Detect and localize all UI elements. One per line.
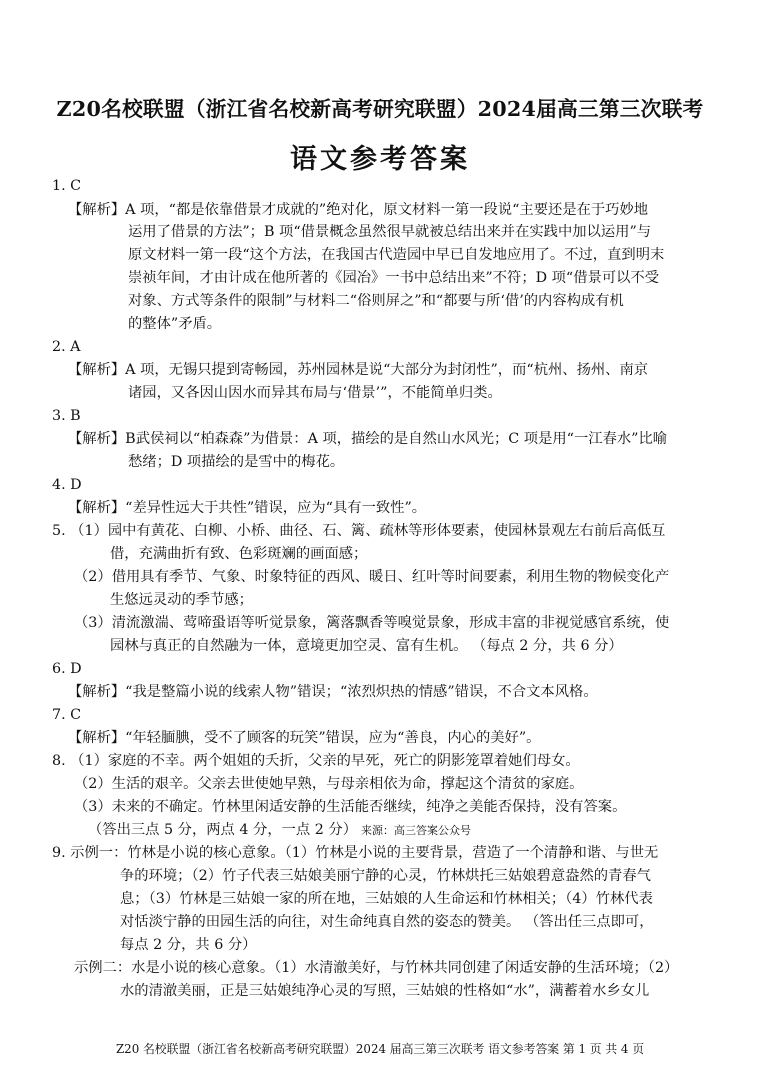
answer-9-line: 9. 示例一：竹林是小说的核心意象。（1）竹林是小说的主要背景，营造了一个清静和谐、与世无 bbox=[52, 845, 659, 861]
answer-9-line: 对恬淡宁静的田园生活的向往，对生命纯真自然的姿态的赞美。 （答出任三点即可， bbox=[120, 914, 654, 930]
answer-8-line: 8. （1）家庭的不幸。两个姐姐的夭折，父亲的早死，死亡的阴影笼罩着她们母女。 bbox=[52, 753, 580, 769]
answer-2: 2. A bbox=[52, 339, 81, 355]
analysis-1-line: 对象、方式等条件的限制”与材料二“俗则屏之”和“都要与所‘借’的内容构成有机 bbox=[128, 293, 624, 309]
answer-8-line: （3）未来的不确定。竹林里闲适安静的生活能否继续，纯净之美能否保持，没有答案。 bbox=[74, 799, 627, 815]
analysis-2-line: 诸园，又各因山因水而异其布局与‘借景’”，不能简单归类。 bbox=[128, 385, 502, 401]
analysis-1-line: 运用了借景的方法”；B 项“借景概念虽然很早就被总结出来并在实践中加以运用”与 bbox=[128, 224, 652, 240]
analysis-6-line: 【解析】“我是整篇小说的线索人物”错误；“浓烈炽热的情感”错误，不合文本风格。 bbox=[68, 684, 598, 700]
analysis-1-line: 【解析】A 项，“都是依靠借景才成就的”绝对化，原文材料一第一段说“主要还是在于巧妙地 bbox=[68, 202, 649, 218]
analysis-7-line: 【解析】“年轻腼腆，受不了顾客的玩笑”错误，应为“善良，内心的美好”。 bbox=[68, 730, 541, 746]
answer-4: 4. D bbox=[52, 477, 82, 493]
answer-9-line: 示例二：水是小说的核心意象。（1）水清澈美好，与竹林共同创建了闲适安静的生活环境；（2） bbox=[74, 960, 679, 976]
analysis-1-line: 崇祯年间，才由计成在他所著的《园冶》一书中总结出来”不符；D 项“借景可以不受 bbox=[128, 270, 660, 286]
answer-8-scoring-text: （答出三点 5 分，两点 4 分，一点 2 分） bbox=[88, 822, 358, 838]
answer-5-line: 生悠远灵动的季节感； bbox=[110, 592, 253, 608]
answer-7: 7. C bbox=[52, 707, 82, 723]
answer-9-line: 水的清澈美丽，正是三姑娘纯净心灵的写照，三姑娘的性格如“水”，满蓄着水乡女儿 bbox=[120, 983, 650, 999]
analysis-1-line: 的整体”矛盾。 bbox=[128, 316, 222, 332]
document-title: Z20名校联盟（浙江省名校新高考研究联盟）2024届高三第三次联考 bbox=[56, 97, 704, 121]
source-note: 来源：高三答案公众号 bbox=[361, 824, 472, 837]
answer-5-line: 借，充满曲折有致、色彩斑斓的画面感； bbox=[110, 546, 368, 562]
answer-8-scoring bbox=[88, 820, 471, 841]
answer-1: 1. C bbox=[52, 178, 82, 194]
answer-5-line: 园林与真正的自然融为一体，意境更加空灵、富有生机。 （每点 2 分，共 6 分） bbox=[110, 638, 623, 654]
analysis-2-line: 【解析】A 项，无锡只提到寄畅园，苏州园林是说“大部分为封闭性”，而“杭州、扬州、南京 bbox=[68, 362, 649, 378]
analysis-1-line: 原文材料一第一段“这个方法，在我国古代造园中早已自发地应用了。不过，直到明末 bbox=[128, 247, 665, 263]
answer-3: 3. B bbox=[52, 408, 81, 424]
analysis-3-line: 【解析】B武侯祠以“柏森森”为借景：A 项，描绘的是自然山水风光；C 项是用“一江春水”比喻 bbox=[68, 431, 668, 447]
analysis-3-line: 愁绪；D 项描绘的是雪中的梅花。 bbox=[128, 454, 345, 470]
page-footer: Z20 名校联盟（浙江省名校新高考研究联盟）2024 届高三第三次联考 语文参考答案 第 1 页 共 4 页 bbox=[115, 1042, 645, 1056]
answer-9-line: 息；（3）竹林是三姑娘一家的所在地，三姑娘的人生命运和竹林相关；（4）竹林代表 bbox=[120, 891, 653, 907]
analysis-4-line: 【解析】“差异性远大于共性”错误，应为“具有一致性”。 bbox=[68, 500, 427, 516]
answer-5-line: （3）清流激湍、莺啼蛩语等听觉景象，篱落飘香等嗅觉景象，形成丰富的非视觉感官系统，使 bbox=[74, 615, 670, 631]
answer-5-line: 5. （1）园中有黄花、白柳、小桥、曲径、石、篱、疏林等形体要素，使园林景观左右前后高低互 bbox=[52, 523, 666, 539]
answer-8-line: （2）生活的艰辛。父亲去世使她早熟，与母亲相依为命，撑起这个清贫的家庭。 bbox=[74, 776, 584, 792]
document-subtitle: 语文参考答案 bbox=[290, 144, 470, 175]
answer-6: 6. D bbox=[52, 661, 82, 677]
answer-9-line: 争的环境；（2）竹子代表三姑娘美丽宁静的心灵，竹林烘托三姑娘碧意盎然的青春气 bbox=[120, 868, 651, 884]
answer-5-line: （2）借用具有季节、气象、时象特征的西风、暖日、红叶等时间要素，利用生物的物候变化产 bbox=[74, 569, 670, 585]
answer-9-line: 每点 2 分，共 6 分） bbox=[120, 937, 257, 953]
